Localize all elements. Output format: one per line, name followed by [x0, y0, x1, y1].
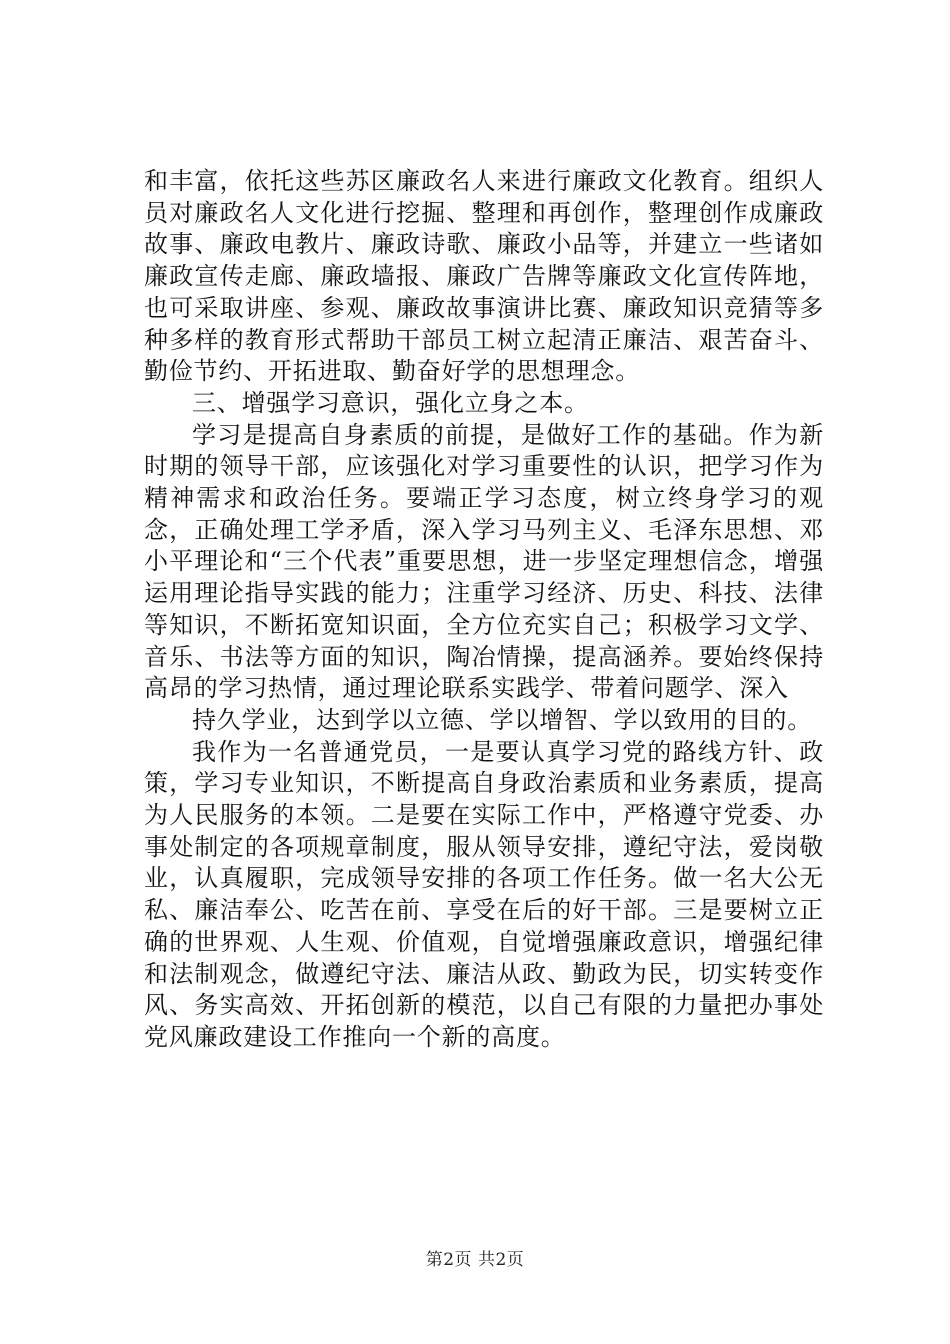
section-heading: 三、增强学习意识，强化立身之本。 — [192, 388, 589, 417]
paragraph-continuation: 和丰富，依托这些苏区廉政名人来进行廉政文化教育。组织人员对廉政名人文化进行挖掘、整理和再创作，整理创作成廉政故事、廉政电教片、廉政诗歌、廉政小品等，并建立一些诸如廉政宣传走廊、廉政墙报、廉政广告牌等廉政文化宣传阵地，也可采取讲座、参观、廉政故事演讲比赛、廉政知识竞猜等多种多样的教育形式帮助干部员工树立起清正廉洁、艰苦奋斗、勤俭节约、开拓进取、勤奋好学的思想理念。 — [144, 167, 824, 386]
page-footer — [0, 1245, 950, 1270]
paragraph-study: 学习是提高自身素质的前提，是做好工作的基础。作为新时期的领导干部，应该强化对学习重要性的认识，把学习作为精神需求和政治任务。要端正学习态度，树立终身学习的观念，正确处理工学矛盾，深入学习马列主义、毛泽东思想、邓小平理论和“三个代表”重要思想，进一步坚定理想信念，增强运用理论指导实践的能力；注重学习经济、历史、科技、法律等知识，不断拓宽知识面，全方位充实自己；积极学习文学、音乐、书法等方面的知识，陶冶情操，提高涵养。要始终保持高昂的学习热情，通过理论联系实践学、带着问题学、深入 — [144, 420, 824, 703]
paragraph-study-end: 持久学业，达到学以立德、学以增智、学以致用的目的。 — [192, 705, 812, 734]
page-number-label: 第2页 共2页 — [425, 1250, 525, 1270]
paragraph-personal: 我作为一名普通党员，一是要认真学习党的路线方针、政策，学习专业知识，不断提高自身政治素质和业务素质，提高为人民服务的本领。二是要在实际工作中，严格遵守党委、办事处制定的各项规章制度，服从领导安排，遵纪守法，爱岗敬业，认真履职，完成领导安排的各项工作任务。做一名大公无私、廉洁奉公、吃苦在前、享受在后的好干部。三是要树立正确的世界观、人生观、价值观，自觉增强廉政意识，增强纪律和法制观念，做遵纪守法、廉洁从政、勤政为民，切实转变作风、务实高效、开拓创新的模范，以自己有限的力量把办事处党风廉政建设工作推向一个新的高度。 — [144, 737, 824, 1051]
document-body — [144, 166, 824, 1054]
